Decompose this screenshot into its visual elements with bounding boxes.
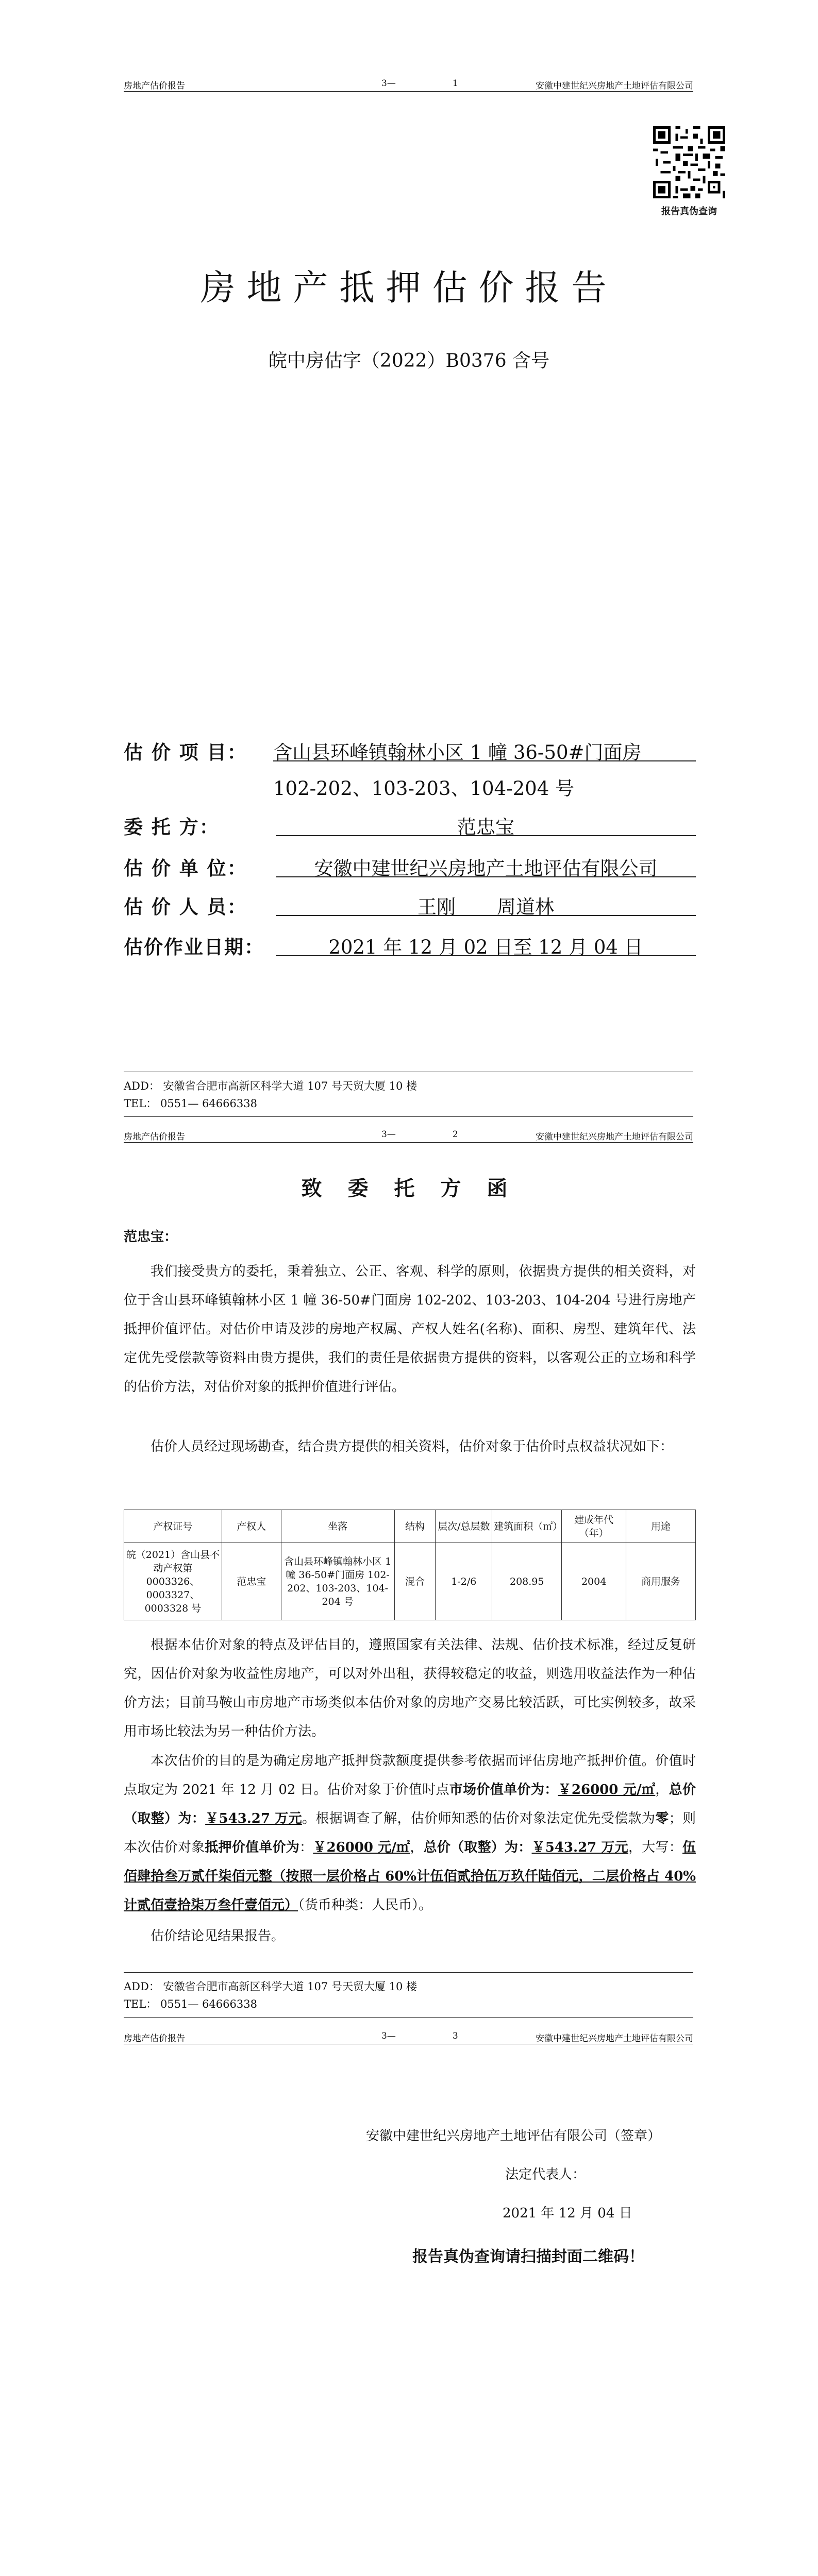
footer-tel: TEL： 0551— 64666338 [124, 1998, 257, 2010]
qr-caption: 报告真伪查询 [661, 206, 717, 217]
table-cell-area: 208.95 [492, 1543, 562, 1620]
table-cell-year: 2004 [562, 1543, 626, 1620]
header-company: 安徽中建世纪兴房地产土地评估有限公司 [536, 81, 693, 91]
header-page-number: 3— 3 [381, 2031, 458, 2041]
table-cell-floors: 1-2/6 [436, 1543, 492, 1620]
property-table [124, 1510, 696, 1620]
table-cell-location: 含山县环峰镇翰林小区 1 幢 36-50#门面房 102-202、103-203、104-204 号 [281, 1543, 394, 1620]
verification-note: 报告真伪查询请扫描封面二维码！ [412, 2248, 644, 2266]
table-header-cell: 结构 [394, 1510, 436, 1543]
cover-appraiser-org-row [124, 853, 696, 879]
table-header-cell: 层次/总层数 [436, 1510, 492, 1543]
page-header [124, 2030, 693, 2044]
legal-representative: 法定代表人： [505, 2167, 586, 2182]
table-cell-cert-no: 皖（2021）含山县不动产权第 0003326、0003327、0003328 号 [124, 1543, 222, 1620]
table-header-cell: 产权人 [222, 1510, 281, 1543]
table-header-cell: 建成年代（年） [562, 1510, 626, 1543]
table-cell-structure: 混合 [394, 1543, 436, 1620]
project-value-line1: 含山县环峰镇翰林小区 1 幢 36-50#门面房 [273, 737, 696, 761]
header-page-number: 3— 1 [381, 78, 458, 89]
market-total-price: ￥543.27 万元 [205, 1811, 303, 1826]
project-value-line2: 102-202、103-203、104-204 号 [273, 777, 574, 800]
client-value: 范忠宝 [276, 811, 696, 836]
appraiser-org-label: 估 价 单 位： [124, 857, 247, 879]
cover-work-date-row [124, 931, 696, 958]
total-in-words: 伍佰肆拾叁万贰仟柒佰元整（按照一层价格占 60%计伍佰贰拾伍万玖仟陆佰元，二层价格占 40%计贰佰壹拾柒万叁仟壹佰元） [124, 1840, 696, 1913]
header-left: 房地产估价报告 [124, 1132, 185, 1142]
letter-paragraph-4: 本次估价的目的是为确定房地产抵押贷款额度提供参考依据而评估房地产抵押价值。价值时点取定为 2021 年 12 月 02 日。估价对象于价值时点市场价值单价为：￥26000 元/㎡，总价（取整）为：￥543.27 万元。根据调查了解，估价师知悉的估价对象法定优先受偿款为零；则本次估价对象抵押价值单价为：￥26000 元/㎡，总价（取整）为：￥543.27 万元，大写：伍佰肆拾叁万贰仟柒佰元整（按照一层价格占 60%计伍佰贰拾伍万玖仟陆佰元，二层价格占 40%计贰佰壹拾柒万叁仟壹佰元）（货币种类：人民币）。 [124, 1753, 696, 1913]
letter-paragraph-2: 估价人员经过现场勘查，结合贵方提供的相关资料，估价对象于估价时点权益状况如下： [151, 1439, 674, 1454]
footer-address: ADD： 安徽省合肥市高新区科学大道 107 号天贸大厦 10 楼 [124, 1080, 418, 1092]
footer-tel: TEL： 0551— 64666338 [124, 1097, 257, 1110]
page-header [124, 77, 693, 92]
table-header-row [124, 1510, 696, 1543]
header-company: 安徽中建世纪兴房地产土地评估有限公司 [536, 2033, 693, 2044]
work-date-label: 估价作业日期： [124, 936, 264, 958]
mortgage-total-price: ￥543.27 万元 [531, 1840, 628, 1855]
letter-title: 致 委 托 方 函 [301, 1176, 517, 1200]
closing-date: 2021 年 12 月 04 日 [503, 2206, 632, 2221]
company-seal-line: 安徽中建世纪兴房地产土地评估有限公司（签章） [366, 2128, 661, 2144]
letter-salutation: 范忠宝： [124, 1229, 178, 1245]
letter-paragraph-3: 根据本估价对象的特点及评估目的，遵照国家有关法律、法规、估价技术标准，经过反复研究，因估价对象为收益性房地产，可以对外出租，获得较稳定的收益，则选用收益法作为一种估价方法；目前马鞍山市房地产市场类似本估价对象的房地产交易比较活跃，可比实例较多，故采用市场比较法为另一种估价方法。 [124, 1637, 696, 1739]
cover-client-row [124, 811, 696, 838]
appraiser-1: 王刚 [418, 896, 456, 918]
table-header-cell: 用途 [626, 1510, 696, 1543]
footer-address: ADD： 安徽省合肥市高新区科学大道 107 号天贸大厦 10 楼 [124, 1980, 418, 1993]
appraiser-org-value: 安徽中建世纪兴房地产土地评估有限公司 [276, 853, 696, 877]
page-footer [124, 1072, 693, 1117]
appraisers-value [276, 891, 696, 916]
header-left: 房地产估价报告 [124, 81, 185, 91]
report-number: 皖中房估字（2022）B0376 含号 [268, 350, 550, 371]
letter-paragraph-5: 估价结论见结果报告。 [151, 1928, 285, 1944]
appraiser-2: 周道林 [497, 896, 554, 918]
table-header-cell: 产权证号 [124, 1510, 222, 1543]
cover-appraisers-row [124, 891, 696, 918]
cover-project-row [124, 737, 696, 764]
letter-paragraph-1: 我们接受贵方的委托，秉着独立、公正、客观、科学的原则，依据贵方提供的相关资料，对位于含山县环峰镇翰林小区 1 幢 36-50#门面房 102-202、103-203、104-204 号进行房地产抵押价值评估。对估价申请及涉的房地产权属、产权人姓名(名称)、面积、房型、建筑年代、法定优先受偿款等资料由贵方提供，我们的责任是依据贵方提供的资料，以客观公正的立场和科学的估价方法，对估价对象的抵押价值进行评估。 [124, 1264, 696, 1395]
page-footer [124, 1972, 693, 2018]
table-header-cell: 建筑面积（㎡） [492, 1510, 562, 1543]
client-label: 委 托 方： [124, 816, 220, 838]
table-header-cell: 坐落 [281, 1510, 394, 1543]
mortgage-unit-price: ￥26000 元/㎡ [313, 1840, 410, 1855]
project-label: 估 价 项 目： [124, 741, 247, 764]
market-unit-price: ￥26000 元/㎡ [558, 1782, 656, 1798]
table-row [124, 1543, 696, 1620]
table-cell-use: 商用服务 [626, 1543, 696, 1620]
page-header [124, 1128, 693, 1143]
report-title: 房地产抵押估价报告 [200, 268, 618, 309]
qr-code-icon[interactable] [653, 126, 725, 198]
table-cell-owner: 范忠宝 [222, 1543, 281, 1620]
appraisers-label: 估 价 人 员： [124, 895, 247, 918]
cover-project-row2 [124, 773, 696, 800]
work-date-value: 2021 年 12 月 02 日至 12 月 04 日 [276, 931, 696, 956]
header-company: 安徽中建世纪兴房地产土地评估有限公司 [536, 1132, 693, 1142]
header-left: 房地产估价报告 [124, 2033, 185, 2044]
header-page-number: 3— 2 [381, 1129, 458, 1140]
